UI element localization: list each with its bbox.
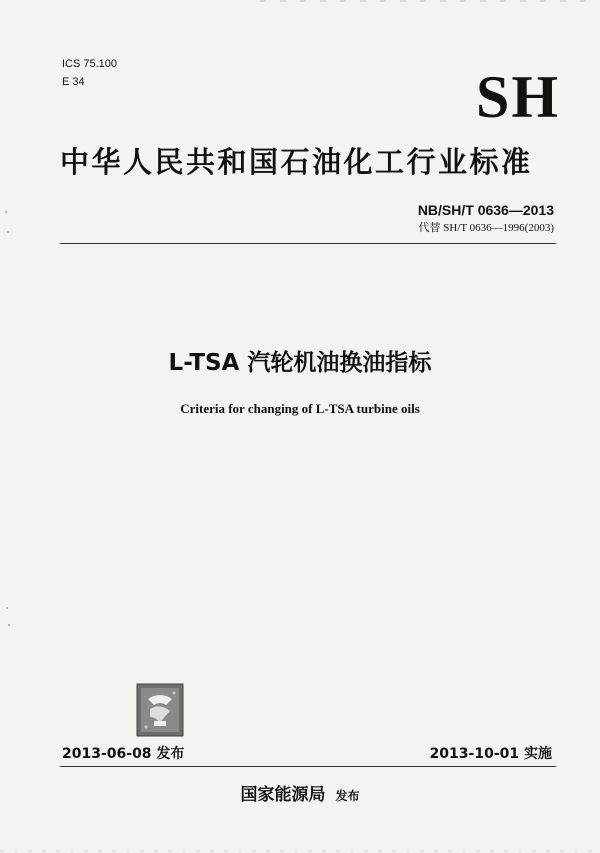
issuer-name: 国家能源局 bbox=[240, 785, 326, 805]
seal-stamp-icon bbox=[136, 683, 184, 737]
standard-number: NB/SH/T 0636—2013 bbox=[417, 202, 554, 218]
bottom-divider bbox=[60, 766, 556, 767]
top-divider bbox=[60, 243, 556, 244]
chinese-title: L-TSA 汽轮机油换油指标 bbox=[168, 350, 432, 376]
ccs-code: E 34 bbox=[62, 76, 85, 88]
issuer bbox=[0, 784, 600, 807]
ics-code: ICS 75.100 bbox=[62, 58, 118, 70]
english-title: Criteria for changing of L-TSA turbine oils bbox=[180, 401, 420, 416]
org-title: 中华人民共和国石油化工行业标准 bbox=[60, 145, 533, 179]
sh-logo: SH bbox=[475, 64, 560, 130]
implementation-date: 2013-10-01 实施 bbox=[429, 746, 552, 762]
issue-date: 2013-06-08 发布 bbox=[62, 746, 185, 762]
replaces-standard: 代替 SH/T 0636—1996(2003) bbox=[418, 222, 554, 234]
issuer-suffix: 发布 bbox=[335, 789, 360, 803]
